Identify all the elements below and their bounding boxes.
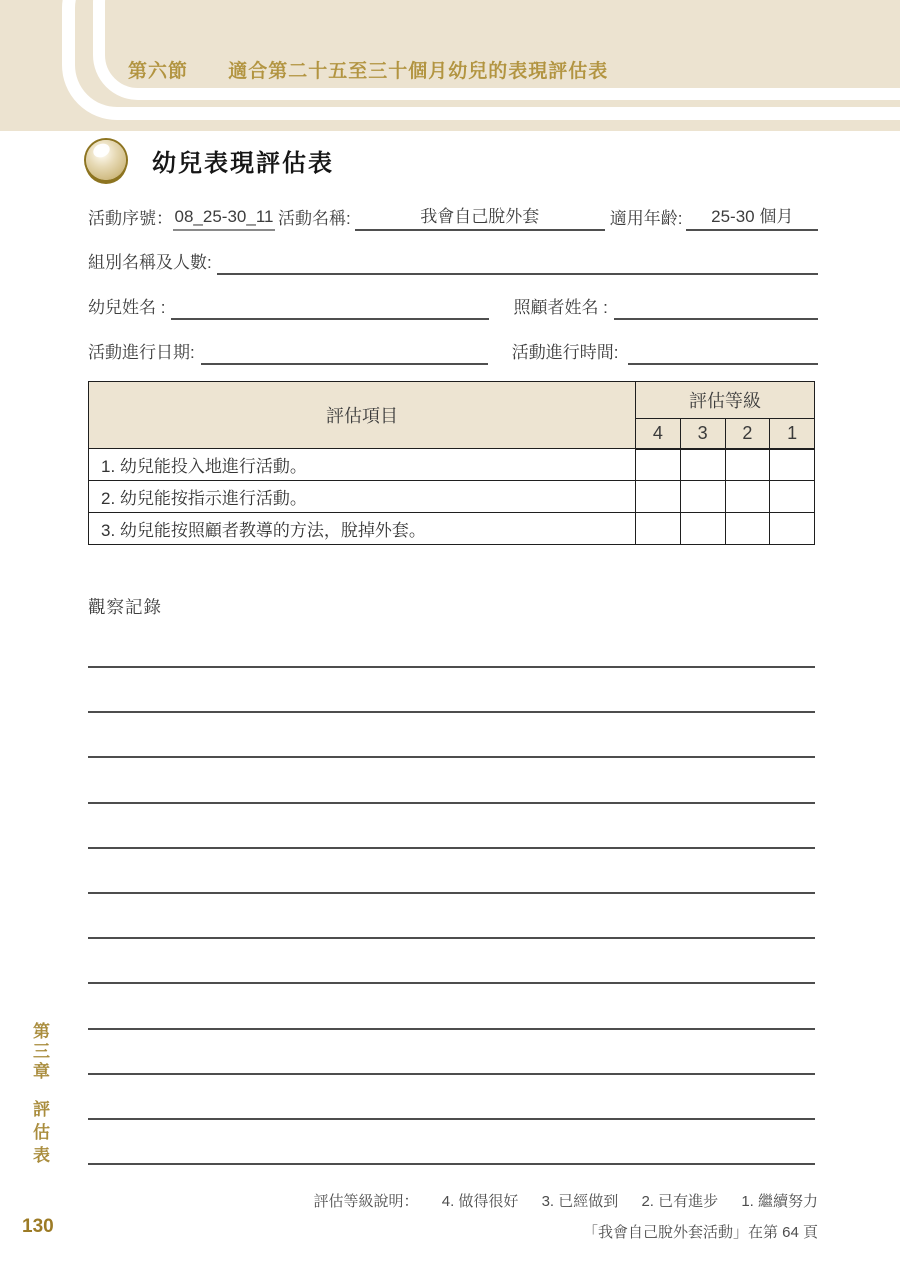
rating-level-3: 3 [680, 419, 725, 449]
form-row-names [88, 293, 818, 320]
activity-name-label: 活動名稱: [278, 209, 351, 228]
child-name-label: 幼兒姓名 : [88, 298, 166, 317]
section-title-text: 適合第二十五至三十個月幼兒的表現評估表 [228, 61, 609, 82]
rating-column-header: 評估等級 [636, 382, 815, 419]
rating-level-1: 1 [770, 419, 815, 449]
date-label: 活動進行日期: [88, 343, 195, 362]
form-row-activity [88, 202, 818, 231]
caregiver-field [614, 316, 818, 320]
evaluation-table [88, 381, 815, 545]
table-header-row [89, 382, 815, 419]
observation-line [88, 1028, 815, 1073]
rating-cell [725, 513, 770, 545]
observation-line [88, 666, 815, 711]
page-title: 幼兒表現評估表 [152, 149, 334, 177]
sidebar-section-label: 評估表 [30, 1100, 49, 1169]
rating-cell [680, 513, 725, 545]
table-row [89, 449, 815, 481]
table-row [89, 481, 815, 513]
legend-item: 1. 繼續努力 [741, 1193, 818, 1210]
rating-level-4: 4 [636, 419, 681, 449]
age-field: 25-30 個月 [686, 202, 818, 231]
group-label: 組別名稱及人數: [88, 253, 212, 272]
rating-cell [636, 513, 681, 545]
rating-legend [314, 1190, 818, 1211]
observation-line [88, 756, 815, 801]
observation-line [88, 1118, 815, 1163]
sidebar-chapter-label: 第三章 [30, 1022, 49, 1082]
header-inner-curve [93, 0, 900, 100]
age-label: 適用年齡: [609, 209, 683, 228]
child-name-field [171, 316, 489, 320]
rating-cell [725, 449, 770, 481]
rating-level-2: 2 [725, 419, 770, 449]
form-row-group [88, 248, 818, 275]
item-column-header: 評估項目 [89, 382, 636, 449]
doc-title-row [86, 138, 334, 182]
observation-line [88, 1073, 815, 1118]
rating-cell [680, 481, 725, 513]
rating-cell [770, 513, 815, 545]
time-label: 活動進行時間: [511, 343, 619, 362]
rating-cell [680, 449, 725, 481]
observation-line [88, 847, 815, 892]
observation-label: 觀察記錄 [88, 597, 162, 617]
legend-item: 2. 已有進步 [641, 1193, 719, 1210]
item-text: 1. 幼兒能投入地進行活動。 [89, 449, 636, 481]
activity-no-field: 08_25-30_11 [173, 207, 275, 231]
group-field [217, 271, 818, 275]
chapter-header [0, 0, 900, 131]
legend-item: 4. 做得很好 [441, 1193, 519, 1210]
legend-label: 評估等級說明： [313, 1193, 419, 1210]
observation-lines [88, 666, 815, 1208]
activity-name-field: 我會自己脫外套 [355, 202, 605, 231]
legend-item: 3. 已經做到 [541, 1193, 619, 1210]
table-row [89, 513, 815, 545]
date-field [201, 361, 488, 365]
section-number: 第六節 [128, 61, 189, 82]
observation-line [88, 937, 815, 982]
item-text: 3. 幼兒能按照顧者教導的方法，脫掉外套。 [89, 513, 636, 545]
rating-cell [636, 481, 681, 513]
caregiver-label: 照顧者姓名 : [513, 298, 608, 317]
form-row-datetime [88, 338, 818, 365]
observation-line [88, 982, 815, 1027]
item-text: 2. 幼兒能按指示進行活動。 [89, 481, 636, 513]
rating-cell [770, 449, 815, 481]
rating-cell [636, 449, 681, 481]
observation-line [88, 711, 815, 756]
rating-cell [725, 481, 770, 513]
observation-line [88, 892, 815, 937]
pearl-icon [86, 140, 126, 180]
rating-cell [770, 481, 815, 513]
chapter-title [128, 56, 608, 83]
time-field [628, 361, 818, 365]
activity-page-reference: 「我會自己脫外套活動」在第 64 頁 [582, 1224, 818, 1241]
page-number: 130 [22, 1216, 54, 1237]
observation-line [88, 802, 815, 847]
activity-no-label: 活動序號： [88, 209, 173, 228]
